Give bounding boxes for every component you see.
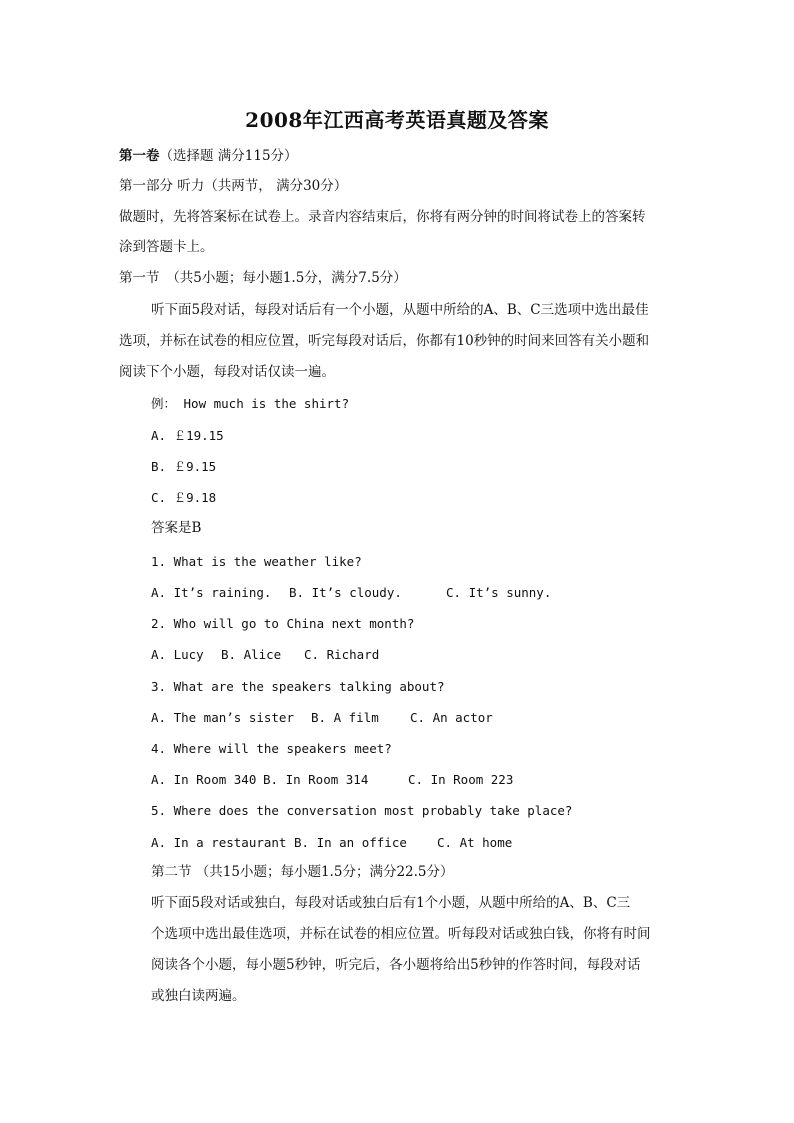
- question-4-option-a: A. In Room 340: [151, 772, 257, 787]
- section1-instructions-line-2: 选项，并标在试卷的相应位置，听完每段对话后，你都有10秒钟的时间来回答有关小题和: [119, 333, 650, 349]
- section2-instructions-line-2: 个选项中选出最佳选项，并标在试卷的相应位置。听每段对话或独白钱，你将有时间: [151, 926, 651, 942]
- question-2-option-b: B. Alice: [221, 647, 282, 662]
- question-2-option-c: C. Richard: [304, 647, 380, 662]
- question-4-options: [151, 770, 513, 790]
- section2-instructions-line-3: 阅读各个小题，每小题5秒钟，听完后，各小题将给出5秒钟的作答时间，每段对话: [151, 957, 641, 973]
- section1-instructions-line-1: 听下面5段对话，每段对话后有一个小题，从题中所给的A、B、C三选项中选出最佳: [151, 302, 649, 318]
- question-1: 1. What is the weather like?: [151, 554, 362, 569]
- example-option-c: C. ￡9.18: [151, 490, 217, 505]
- question-3-option-a: A. The man’s sister: [151, 710, 294, 725]
- volume1-note: （选择题 满分115分）: [159, 148, 298, 164]
- part1-heading: 第一部分 听力（共两节， 满分30分）: [119, 178, 348, 194]
- example-question: 例： How much is the shirt?: [151, 396, 350, 411]
- page-title: 2008年江西高考英语真题及答案: [245, 108, 549, 132]
- question-2-option-a: A. Lucy: [151, 647, 204, 662]
- question-1-option-a: A. It’s raining.: [151, 585, 272, 600]
- question-1-option-c: C. It’s sunny.: [446, 585, 552, 600]
- volume1-line: [119, 146, 298, 166]
- example-answer: 答案是B: [151, 520, 202, 536]
- question-3-options: [151, 708, 493, 728]
- example-option-b: B. ￡9.15: [151, 459, 217, 474]
- intro-line-1: 做题时，先将答案标在试卷上。录音内容结束后，你将有两分钟的时间将试卷上的答案转: [119, 209, 646, 225]
- volume1-heading: 第一卷: [119, 148, 160, 164]
- section2-instructions-line-1: 听下面5段对话或独白，每段对话或独白后有1个小题，从题中所给的A、B、C三: [151, 895, 631, 911]
- section2-heading: 第二节 （共15小题；每小题1.5分；满分22.5分）: [151, 864, 454, 880]
- section2-instructions-line-4: 或独白读两遍。: [151, 988, 246, 1004]
- question-4: 4. Where will the speakers meet?: [151, 741, 392, 756]
- question-4-option-b: B. In Room 314: [263, 772, 369, 787]
- intro-line-2: 涂到答题卡上。: [119, 239, 214, 255]
- question-5-option-c: C. At home: [437, 835, 513, 850]
- question-1-options: [151, 583, 551, 603]
- question-1-option-b: B. It’s cloudy.: [289, 585, 402, 600]
- question-2: 2. Who will go to China next month?: [151, 616, 415, 631]
- section1-heading: 第一节 （共5小题；每小题1.5分，满分7.5分）: [119, 270, 407, 286]
- question-5: 5. Where does the conversation most probably take place?: [151, 803, 573, 818]
- question-5-options: [151, 833, 512, 853]
- question-2-options: [151, 645, 379, 665]
- example-option-a: A. ￡19.15: [151, 428, 224, 443]
- question-3-option-b: B. A film: [311, 710, 379, 725]
- question-5-option-b: B. In an office: [294, 835, 407, 850]
- section1-instructions-line-3: 阅读下个小题，每段对话仅读一遍。: [119, 364, 335, 380]
- question-4-option-c: C. In Room 223: [408, 772, 514, 787]
- question-3: 3. What are the speakers talking about?: [151, 679, 445, 694]
- question-5-option-a: A. In a restaurant: [151, 835, 287, 850]
- question-3-option-c: C. An actor: [410, 710, 493, 725]
